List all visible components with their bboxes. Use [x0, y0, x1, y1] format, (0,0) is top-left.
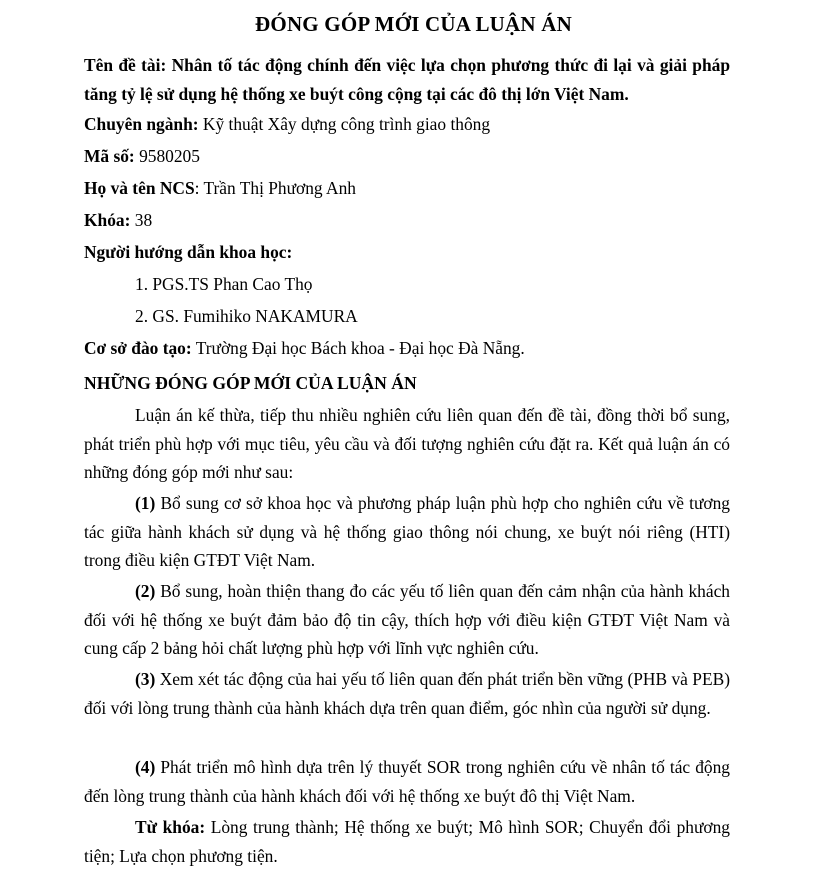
contribution-number: (4) [135, 757, 156, 777]
topic-label: Tên đề tài: [84, 55, 167, 75]
document-heading: ĐÓNG GÓP MỚI CỦA LUẬN ÁN [255, 12, 572, 36]
topic-paragraph [84, 51, 730, 109]
section-title: NHỮNG ĐÓNG GÓP MỚI CỦA LUẬN ÁN [84, 373, 417, 393]
keywords-label: Từ khóa: [135, 817, 206, 837]
keywords-value: Lòng trung thành; Hệ thống xe buýt; Mô hình SOR; Chuyển đổi phương tiện; Lựa chọn phương tiện. [84, 817, 730, 866]
contribution-paragraph [84, 489, 730, 575]
institution-value: Trường Đại học Bách khoa - Đại học Đà Nẵng. [195, 338, 525, 358]
contribution-text: Bổ sung, hoàn thiện thang đo các yếu tố liên quan đến cảm nhận của hành khách đối với hệ thống xe buýt đảm bảo độ tin cậy, thích hợp với điều kiện GTĐT Việt Nam và cung cấp 2 bảng hỏi chất lượng phù hợp với lĩnh vực nghiên cứu. [84, 581, 730, 658]
keywords-paragraph [84, 813, 730, 870]
course-value: 38 [134, 210, 153, 230]
contribution-number: (2) [135, 581, 156, 601]
code-line [84, 146, 731, 166]
intro-paragraph: Luận án kế thừa, tiếp thu nhiều nghiên cứu liên quan đến đề tài, đồng thời bổ sung, phát triển phù hợp với mục tiêu, yêu cầu và đối tượng nghiên cứu đặt ra. Kết quả luận án có những đóng góp mới như sau: [84, 405, 730, 482]
advisors-label: Người hướng dẫn khoa học: [84, 242, 293, 262]
code-value: 9580205 [139, 146, 200, 166]
advisor-item: 1. PGS.TS Phan Cao Thọ [135, 274, 313, 294]
course-label: Khóa: [84, 210, 131, 230]
code-label: Mã số: [84, 146, 135, 166]
advisor-item: 2. GS. Fumihiko NAKAMURA [135, 306, 358, 326]
student-label: Họ và tên NCS [84, 178, 195, 198]
contribution-paragraph [84, 665, 730, 722]
student-value: : Trần Thị Phương Anh [194, 178, 356, 198]
course-line [84, 210, 731, 230]
contribution-text: Xem xét tác động của hai yếu tố liên quan đến phát triển bền vững (PHB và PEB) đối với lòng trung thành của hành khách dựa trên quan điểm, góc nhìn của người sử dụng. [84, 669, 730, 718]
institution-line [84, 338, 731, 358]
institution-label: Cơ sở đào tạo: [84, 338, 192, 358]
contribution-text: Bổ sung cơ sở khoa học và phương pháp luận phù hợp cho nghiên cứu về tương tác giữa hành khách sử dụng và hệ thống giao thông nói chung, xe buýt nói riêng (HTI) trong điều kiện GTĐT Việt Nam. [84, 493, 730, 570]
contribution-paragraph [84, 753, 730, 810]
student-line [84, 178, 731, 198]
major-value: Kỹ thuật Xây dựng công trình giao thông [202, 114, 491, 134]
contribution-number: (1) [135, 493, 156, 513]
contribution-text: Phát triển mô hình dựa trên lý thuyết SOR trong nghiên cứu về nhân tố tác động đến lòng trung thành của hành khách đối với hệ thống xe buýt đô thị Việt Nam. [84, 757, 730, 806]
major-label: Chuyên ngành: [84, 114, 199, 134]
contribution-number: (3) [135, 669, 156, 689]
topic-value: Nhân tố tác động chính đến việc lựa chọn phương thức đi lại và giải pháp tăng tỷ lệ sử dụng hệ thống xe buýt công cộng tại các đô thị lớn Việt Nam. [84, 55, 730, 104]
major-line [84, 114, 731, 134]
contribution-paragraph [84, 577, 730, 663]
